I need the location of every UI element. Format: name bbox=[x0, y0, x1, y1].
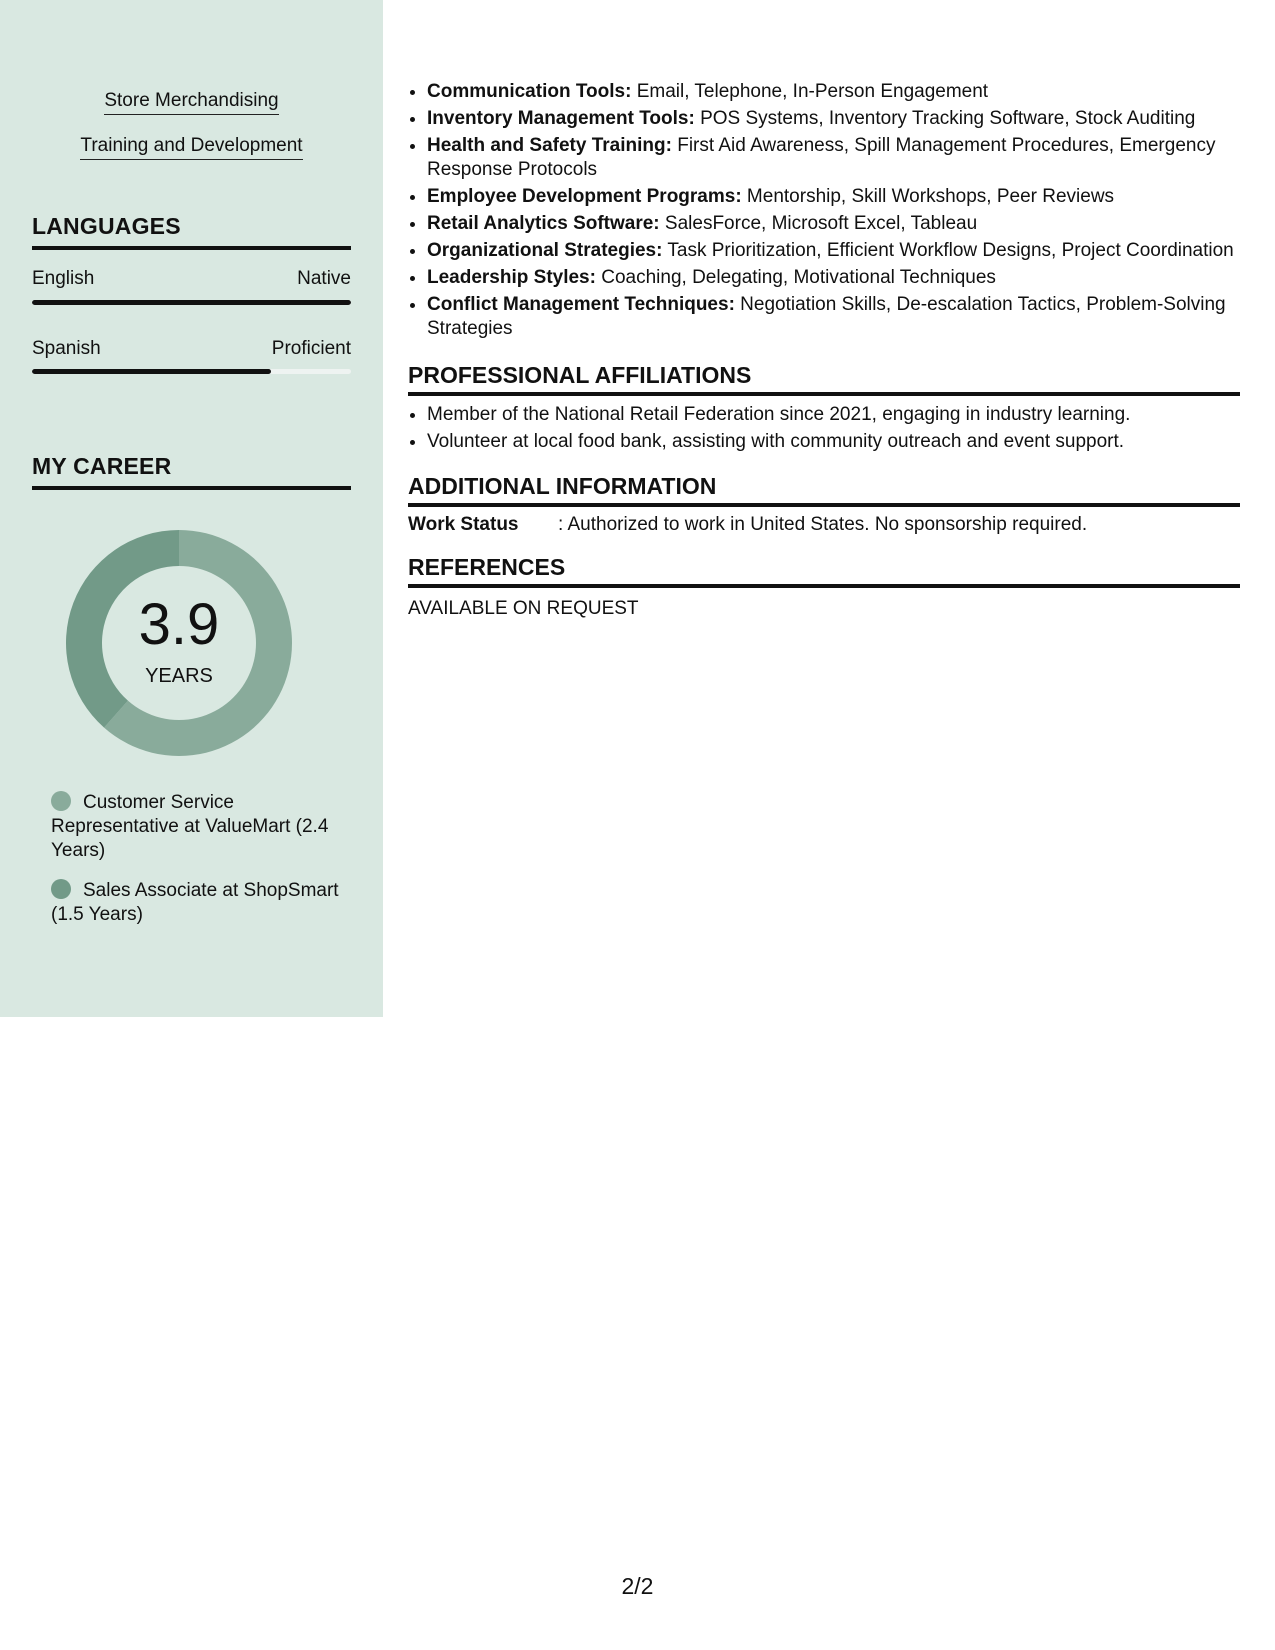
skill-training-development bbox=[0, 134, 383, 160]
tool-label: Employee Development Programs: bbox=[427, 186, 742, 207]
language-bar-spanish bbox=[32, 369, 351, 374]
affiliations-list bbox=[408, 403, 1259, 457]
tool-label: Retail Analytics Software: bbox=[427, 213, 660, 234]
tool-value: POS Systems, Inventory Tracking Software, Stock Auditing bbox=[694, 108, 1196, 129]
language-bar-fill bbox=[32, 300, 351, 305]
tool-item bbox=[427, 107, 1259, 131]
tool-item bbox=[427, 293, 1259, 341]
affiliation-item: • Volunteer at local food bank, assisting with community outreach and event support. bbox=[427, 430, 1259, 454]
tool-item bbox=[427, 80, 1259, 104]
tool-item bbox=[427, 239, 1259, 263]
tool-item bbox=[427, 266, 1259, 290]
skill-label: Training and Development bbox=[80, 134, 302, 160]
tool-item bbox=[427, 185, 1259, 209]
skill-store-merchandising bbox=[0, 89, 383, 115]
tool-value: SalesForce, Microsoft Excel, Tableau bbox=[659, 213, 978, 234]
tool-value: Coaching, Delegating, Motivational Techniques bbox=[595, 267, 996, 288]
tool-item bbox=[427, 212, 1259, 236]
legend-label: Sales Associate at ShopSmart (1.5 Years) bbox=[51, 880, 339, 925]
affiliations-heading: PROFESSIONAL AFFILIATIONS bbox=[408, 361, 1240, 396]
tool-value: Negotiation Skills, De-escalation Tactics, Problem-Solving Strategies bbox=[427, 294, 1226, 339]
tool-label: Conflict Management Techniques: bbox=[427, 294, 735, 315]
career-heading: MY CAREER bbox=[32, 452, 351, 490]
language-level: Proficient bbox=[271, 338, 351, 359]
language-name: English bbox=[32, 268, 95, 289]
language-spanish bbox=[32, 337, 351, 361]
tool-label: Communication Tools: bbox=[427, 81, 632, 102]
references-heading: REFERENCES bbox=[408, 553, 1240, 588]
tool-value: Email, Telephone, In-Person Engagement bbox=[631, 81, 989, 102]
tool-label: Leadership Styles: bbox=[427, 267, 596, 288]
tool-value: First Aid Awareness, Spill Management Procedures, Emergency Response Protocols bbox=[427, 135, 1216, 180]
legend-dot bbox=[51, 879, 71, 899]
language-level: Native bbox=[297, 268, 351, 289]
legend-dot bbox=[51, 791, 71, 811]
career-legend-item bbox=[51, 791, 341, 863]
career-donut-chart bbox=[66, 530, 292, 756]
page-number: 2/2 bbox=[621, 1573, 654, 1599]
affiliation-item: • Member of the National Retail Federation since 2021, engaging in industry learning. bbox=[427, 403, 1259, 427]
references-text: AVAILABLE ON REQUEST bbox=[408, 598, 639, 619]
tools-list bbox=[408, 80, 1259, 344]
skill-label: Store Merchandising bbox=[104, 89, 278, 115]
career-total-years: 3.9 bbox=[138, 592, 220, 657]
career-years-unit: YEARS bbox=[145, 665, 213, 687]
career-legend-item bbox=[51, 879, 341, 927]
tool-label: Health and Safety Training: bbox=[427, 135, 672, 156]
tool-item bbox=[427, 134, 1259, 182]
tool-value: Task Prioritization, Efficient Workflow Designs, Project Coordination bbox=[662, 240, 1234, 261]
language-bar-fill bbox=[32, 369, 271, 374]
additional-info-heading: ADDITIONAL INFORMATION bbox=[408, 472, 1240, 507]
language-bar-english bbox=[32, 300, 351, 305]
work-status-row bbox=[408, 513, 1240, 537]
tool-label: Organizational Strategies: bbox=[427, 240, 663, 261]
tool-label: Inventory Management Tools: bbox=[427, 108, 695, 129]
sidebar bbox=[0, 0, 383, 1017]
tool-value: Mentorship, Skill Workshops, Peer Reviews bbox=[741, 186, 1115, 207]
languages-heading: LANGUAGES bbox=[32, 212, 351, 250]
language-name: Spanish bbox=[32, 338, 101, 359]
work-status-label: Work Status bbox=[408, 514, 519, 535]
language-english bbox=[32, 267, 351, 291]
work-status-value: : Authorized to work in United States. No sponsorship required. bbox=[558, 514, 1088, 535]
legend-label: Customer Service Representative at ValueMart (2.4 Years) bbox=[51, 792, 329, 861]
